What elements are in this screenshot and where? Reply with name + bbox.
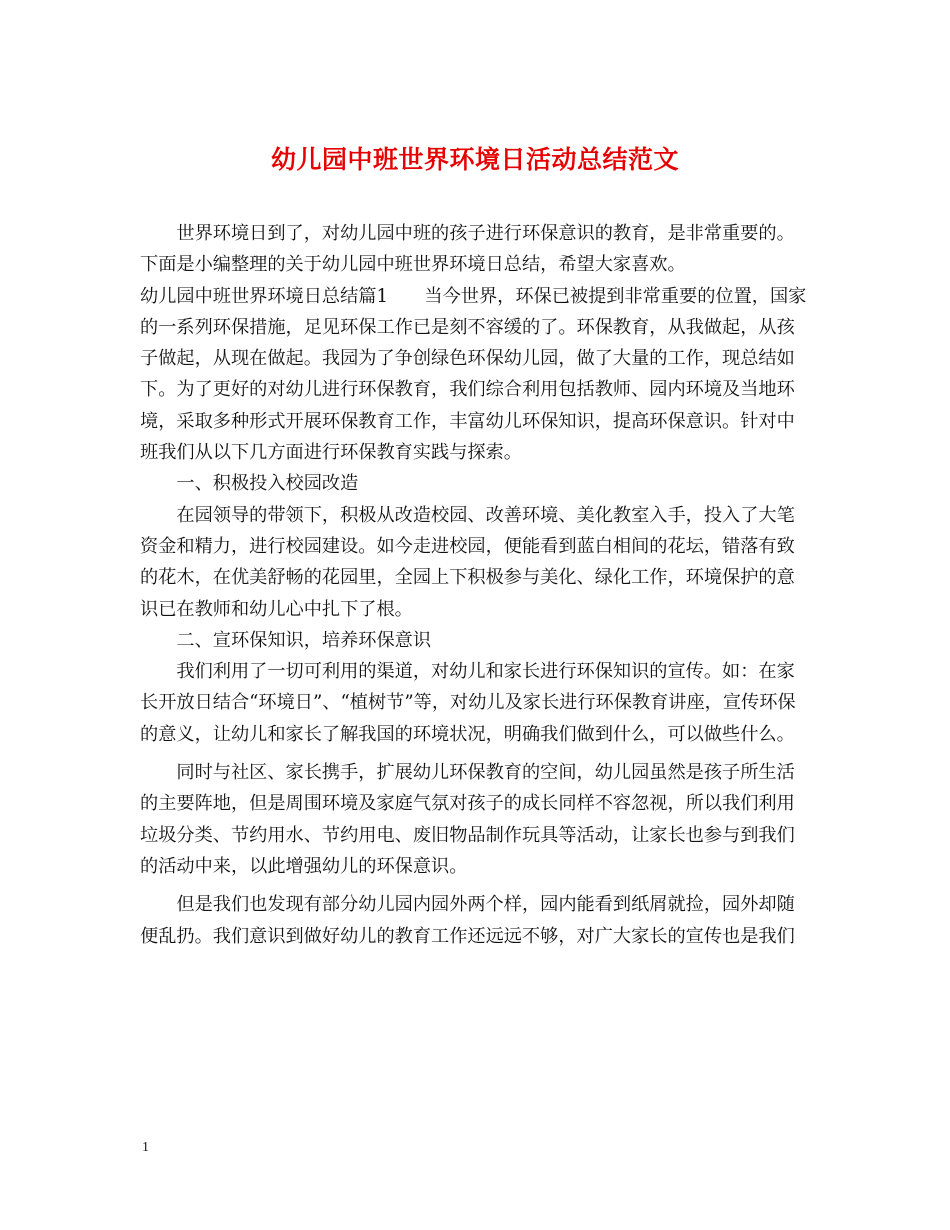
section-heading-1: 一、积极投入校园改造: [176, 473, 359, 495]
section-heading-2: 二、宣环保知识，培养环保意识: [176, 629, 432, 651]
heading-spacer: [388, 286, 424, 307]
section-body-2: 我们利用了一切可利用的渠道，对幼儿和家长进行环保知识的宣传。如：在家长开放日结合“环境日”、“植树节”等，对幼儿及家长进行环保教育讲座，宣传环保的意义，让幼儿和家长了解我国的环境状况，明确我们做到什么，可以做些什么。: [140, 661, 796, 745]
problem-paragraph: 但是我们也发现有部分幼儿园内园外两个样，园内能看到纸屑就捡，园外却随便乱扔。我们意识到做好幼儿的教育工作还远远不够，对广大家长的宣传也是我们: [140, 894, 795, 947]
document-title: 幼儿园中班世界环境日活动总结范文: [270, 145, 679, 174]
page-number: 1: [142, 1140, 149, 1155]
intro-paragraph: 世界环境日到了，对幼儿园中班的孩子进行环保意识的教育，是非常重要的。下面是小编整理的关于幼儿园中班世界环境日总结，希望大家喜欢。: [140, 223, 795, 276]
section-body-1: 在园领导的带领下，积极从改造校园、改善环境、美化教室入手，投入了大笔资金和精力，进行校园建设。如今走进校园，便能看到蓝白相间的花坛，错落有致的花木，在优美舒畅的花园里，全园上下积极参与美化、绿化工作，环境保护的意识已在教师和幼儿心中扎下了根。: [140, 504, 795, 620]
article-heading: 幼儿园中班世界环境日总结篇1: [140, 285, 389, 307]
document-body: [140, 218, 812, 952]
community-paragraph: 同时与社区、家长携手，扩展幼儿环保教育的空间，幼儿园虽然是孩子所生活的主要阵地，但是周围环境及家庭气氛对孩子的成长同样不容忽视，所以我们利用垃圾分类、节约用水、节约用电、废旧物品制作玩具等活动，让家长也参与到我们的活动中来，以此增强幼儿的环保意识。: [140, 762, 795, 877]
article-paragraph: [140, 281, 812, 469]
article-lead-text: 当今世界，环保已被提到非常重要的位置，国家的一系列环保措施，足见环保工作已是刻不容缓的了。环保教育，从我做起，从孩子做起，从现在做起。我园为了争创绿色环保幼儿园，做了大量的工作，现总结如下。为了更好的对幼儿进行环保教育，我们综合利用包括教师、园内环境及当地环境，采取多种形式开展环保教育工作，丰富幼儿环保知识，提高环保意识。针对中班我们从以下几方面进行环保教育实践与探索。: [140, 285, 807, 464]
